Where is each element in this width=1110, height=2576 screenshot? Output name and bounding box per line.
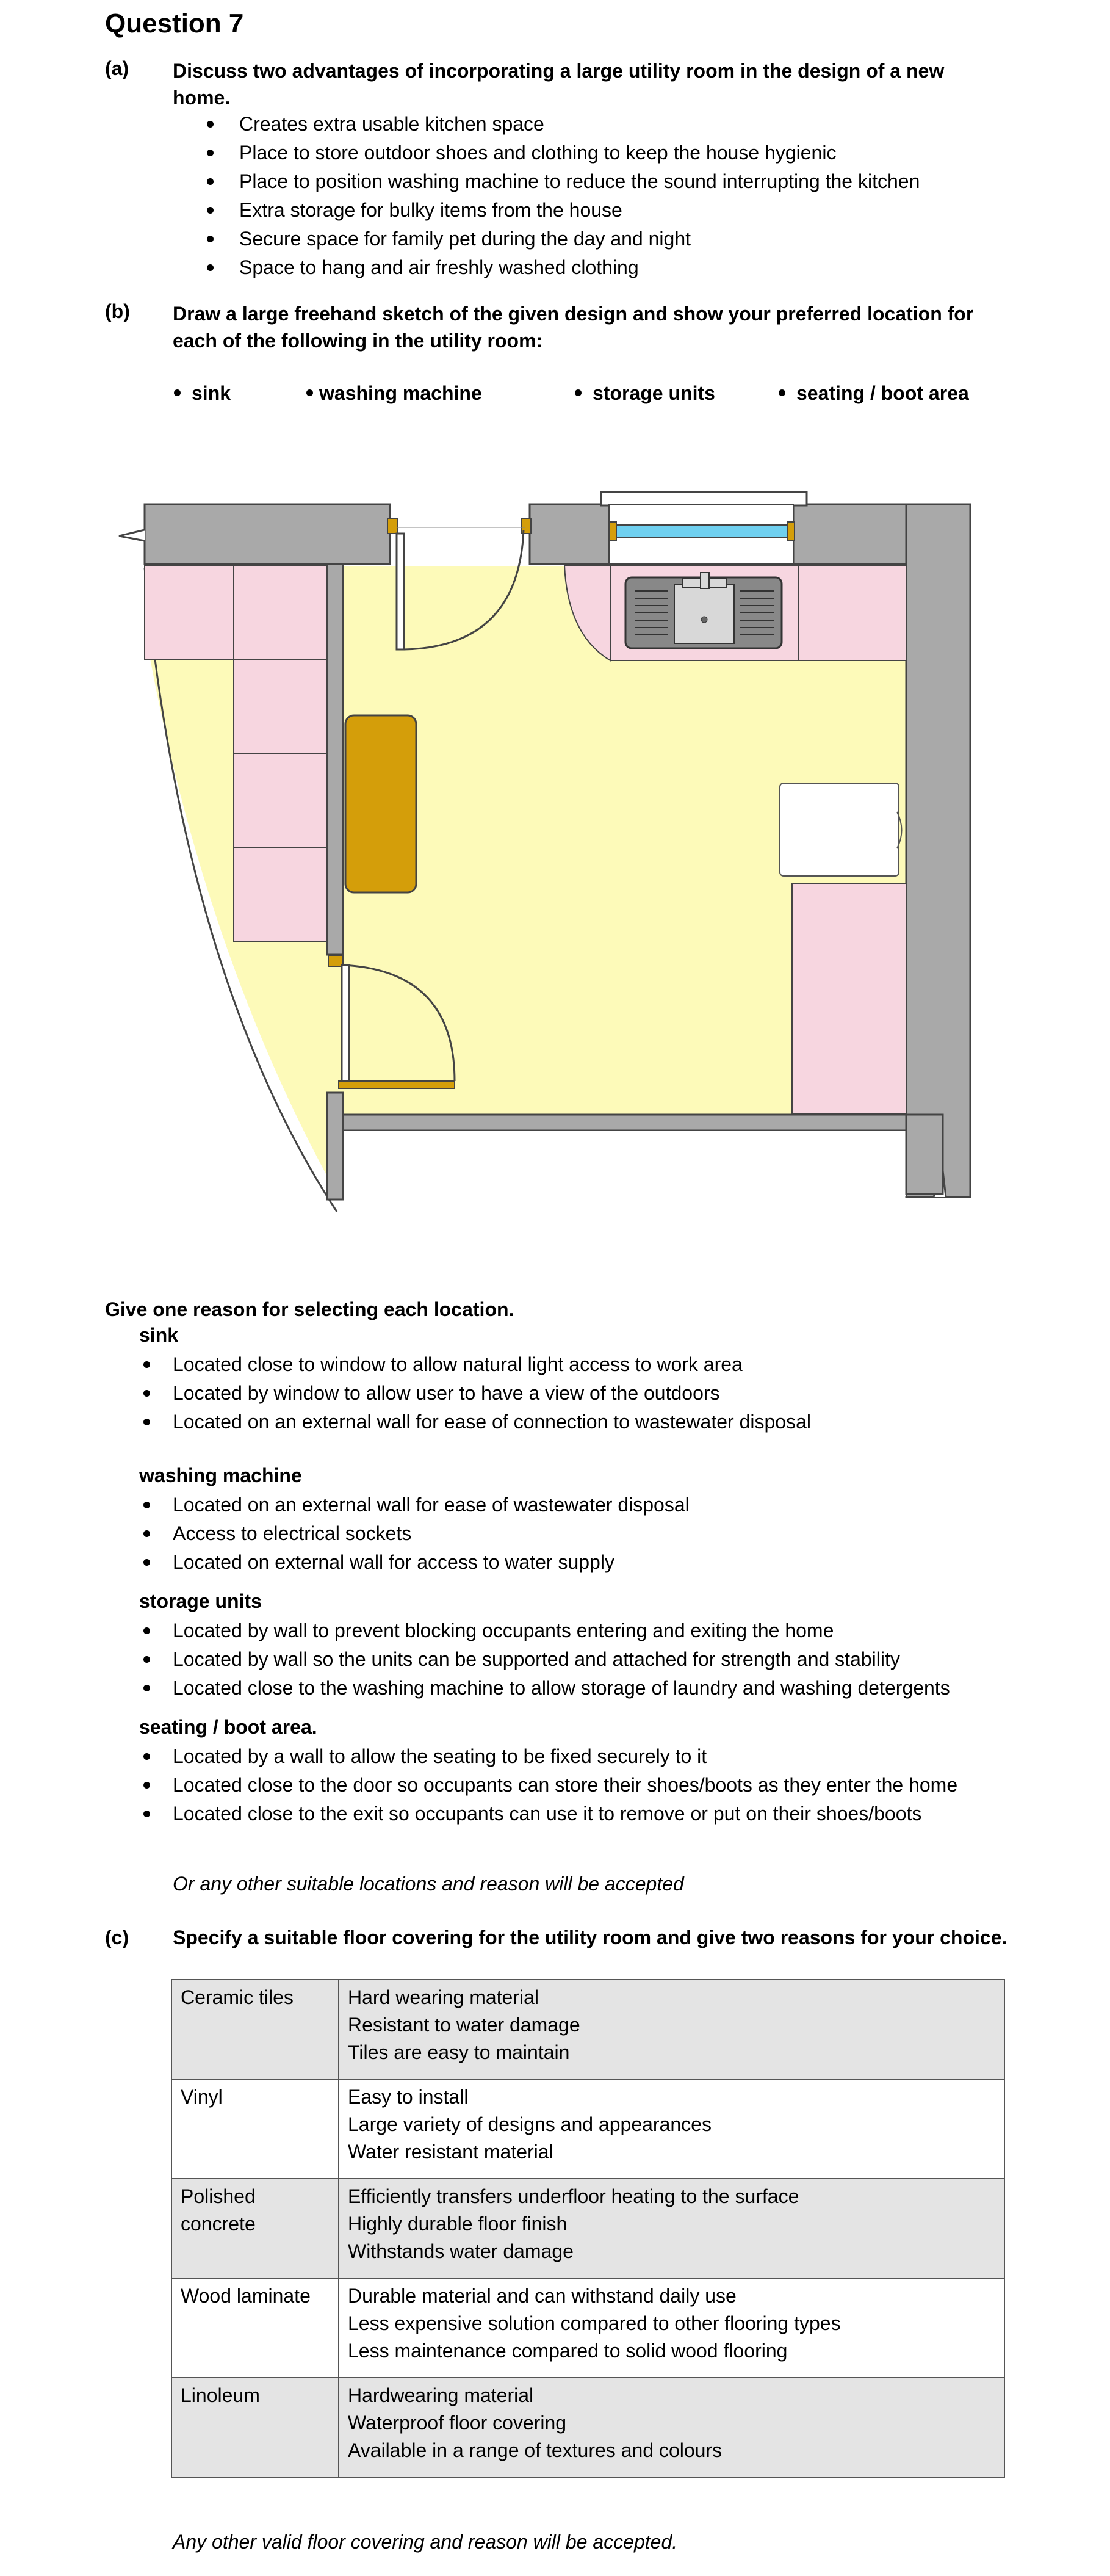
list-item: Located by a wall to allow the seating to be fixed securely to it	[173, 1742, 1039, 1771]
list-item: Extra storage for bulky items from the house	[239, 196, 1033, 225]
covering-reasons: Easy to install Large variety of designs and appearances Water resistant material	[339, 2079, 1004, 2179]
list-item: Secure space for family pet during the day and night	[239, 225, 1033, 253]
storage-unit	[145, 565, 234, 659]
door-stop-top	[328, 955, 343, 966]
covering-name: Wood laminate	[171, 2278, 339, 2378]
list-item: Located by wall so the units can be supported and attached for strength and stability	[173, 1645, 1039, 1674]
part-b-label: (b)	[105, 300, 130, 322]
wall-internal	[327, 564, 343, 955]
wall-top-left	[145, 504, 390, 564]
list-item: Located close to the exit so occupants can use it to remove or put on their shoes/boots	[173, 1800, 1039, 1828]
list-item: Located by wall to prevent blocking occupants entering and exiting the home	[173, 1616, 1039, 1645]
covering-reasons: Efficiently transfers underfloor heating to the surface Highly durable floor finish Withstands water damage	[339, 2179, 1004, 2278]
sink-bowl	[674, 585, 734, 643]
utility-room-floor-plan	[0, 0, 1110, 1221]
storage-unit	[234, 847, 327, 941]
part-a-question: Discuss two advantages of incorporating a large utility room in the design of a new home.	[173, 60, 945, 109]
side-door-leaf	[342, 965, 349, 1081]
group-list-sink	[173, 1350, 1027, 1436]
item-seating-boot-area: seating / boot area	[779, 382, 969, 405]
door-frame-left	[387, 519, 397, 534]
table-row	[171, 2278, 1004, 2378]
wall-bottom-lower	[340, 1131, 906, 1196]
list-item: Located on external wall for access to water supply	[173, 1548, 1027, 1577]
list-item: Located by window to allow user to have a view of the outdoors	[173, 1379, 1027, 1408]
question-title: Question 7	[105, 9, 244, 38]
list-item: Located close to the door so occupants can store their shoes/boots as they enter the home	[173, 1771, 1039, 1800]
wall-bottom-left-stub	[327, 1093, 343, 1199]
item-storage-units: storage units	[575, 382, 715, 405]
part-a-label: (a)	[105, 57, 129, 79]
table-row	[171, 2378, 1004, 2477]
group-heading-seating: seating / boot area.	[139, 1716, 317, 1738]
covering-reasons: Durable material and can withstand daily use Less expensive solution compared to other flooring types Less maintenance compared to solid wood flooring	[339, 2278, 1004, 2378]
list-item: Place to store outdoor shoes and clothing to keep the house hygienic	[239, 139, 1033, 167]
reason-heading: Give one reason for selecting each location.	[105, 1298, 514, 1320]
part-b-note: Or any other suitable locations and reason will be accepted	[173, 1873, 684, 1895]
covering-name: Linoleum	[171, 2378, 339, 2477]
group-list-washing-machine	[173, 1491, 1027, 1577]
storage-unit	[792, 883, 906, 1113]
part-c-note: Any other valid floor covering and reason will be accepted.	[173, 2531, 678, 2553]
window-frame	[601, 492, 807, 505]
item-sink: sink	[174, 382, 231, 405]
seating-boot-bench	[345, 715, 416, 892]
storage-unit	[234, 565, 327, 659]
sink-tap	[701, 573, 709, 588]
group-heading-washing-machine: washing machine	[139, 1464, 302, 1486]
table-row	[171, 1980, 1004, 2079]
storage-unit	[234, 753, 327, 847]
item-washing-machine: washing machine	[306, 382, 482, 405]
covering-reasons: Hard wearing material Resistant to water damage Tiles are easy to maintain	[339, 1980, 1004, 2079]
group-list-storage-units	[173, 1616, 1039, 1702]
covering-name: Polished concrete	[171, 2179, 339, 2278]
list-item: Located close to window to allow natural light access to work area	[173, 1350, 1027, 1379]
door-leaf	[397, 534, 404, 649]
wall-end-notch	[119, 504, 145, 564]
window-jamb-left	[609, 522, 616, 540]
list-item: Located on an external wall for ease of wastewater disposal	[173, 1491, 1027, 1519]
part-c-question: Specify a suitable floor covering for the utility room and give two reasons for your choice.	[173, 1927, 1007, 1948]
list-item: Access to electrical sockets	[173, 1519, 1027, 1548]
door-stop-bottom	[339, 1081, 455, 1088]
floor-covering-table	[171, 1979, 1005, 2478]
list-item: Space to hang and air freshly washed clothing	[239, 253, 1033, 282]
covering-name: Vinyl	[171, 2079, 339, 2179]
sink-cabinet-right	[798, 565, 906, 660]
window-jamb-right	[787, 522, 795, 540]
window-glass	[610, 525, 793, 537]
list-item: Creates extra usable kitchen space	[239, 110, 1033, 139]
wall-bottom	[340, 1115, 906, 1131]
group-heading-sink: sink	[139, 1324, 179, 1346]
wall-bottom-right-stub	[906, 1115, 943, 1194]
list-item: Located close to the washing machine to allow storage of laundry and washing detergents	[173, 1674, 1039, 1702]
part-b-question: Draw a large freehand sketch of the given design and show your preferred location for each of the following in the utility room:	[173, 303, 974, 352]
wall-right	[906, 504, 970, 1197]
wall-top-middle	[530, 504, 609, 564]
table-row	[171, 2179, 1004, 2278]
group-list-seating	[173, 1742, 1039, 1828]
washing-machine	[780, 783, 899, 876]
storage-unit	[234, 659, 327, 753]
group-heading-storage-units: storage units	[139, 1590, 262, 1612]
table-row	[171, 2079, 1004, 2179]
covering-name: Ceramic tiles	[171, 1980, 339, 2079]
part-c-label: (c)	[105, 1927, 129, 1948]
covering-reasons: Hardwearing material Waterproof floor covering Available in a range of textures and colours	[339, 2378, 1004, 2477]
list-item: Place to position washing machine to reduce the sound interrupting the kitchen	[239, 167, 1033, 196]
list-item: Located on an external wall for ease of connection to wastewater disposal	[173, 1408, 1027, 1436]
